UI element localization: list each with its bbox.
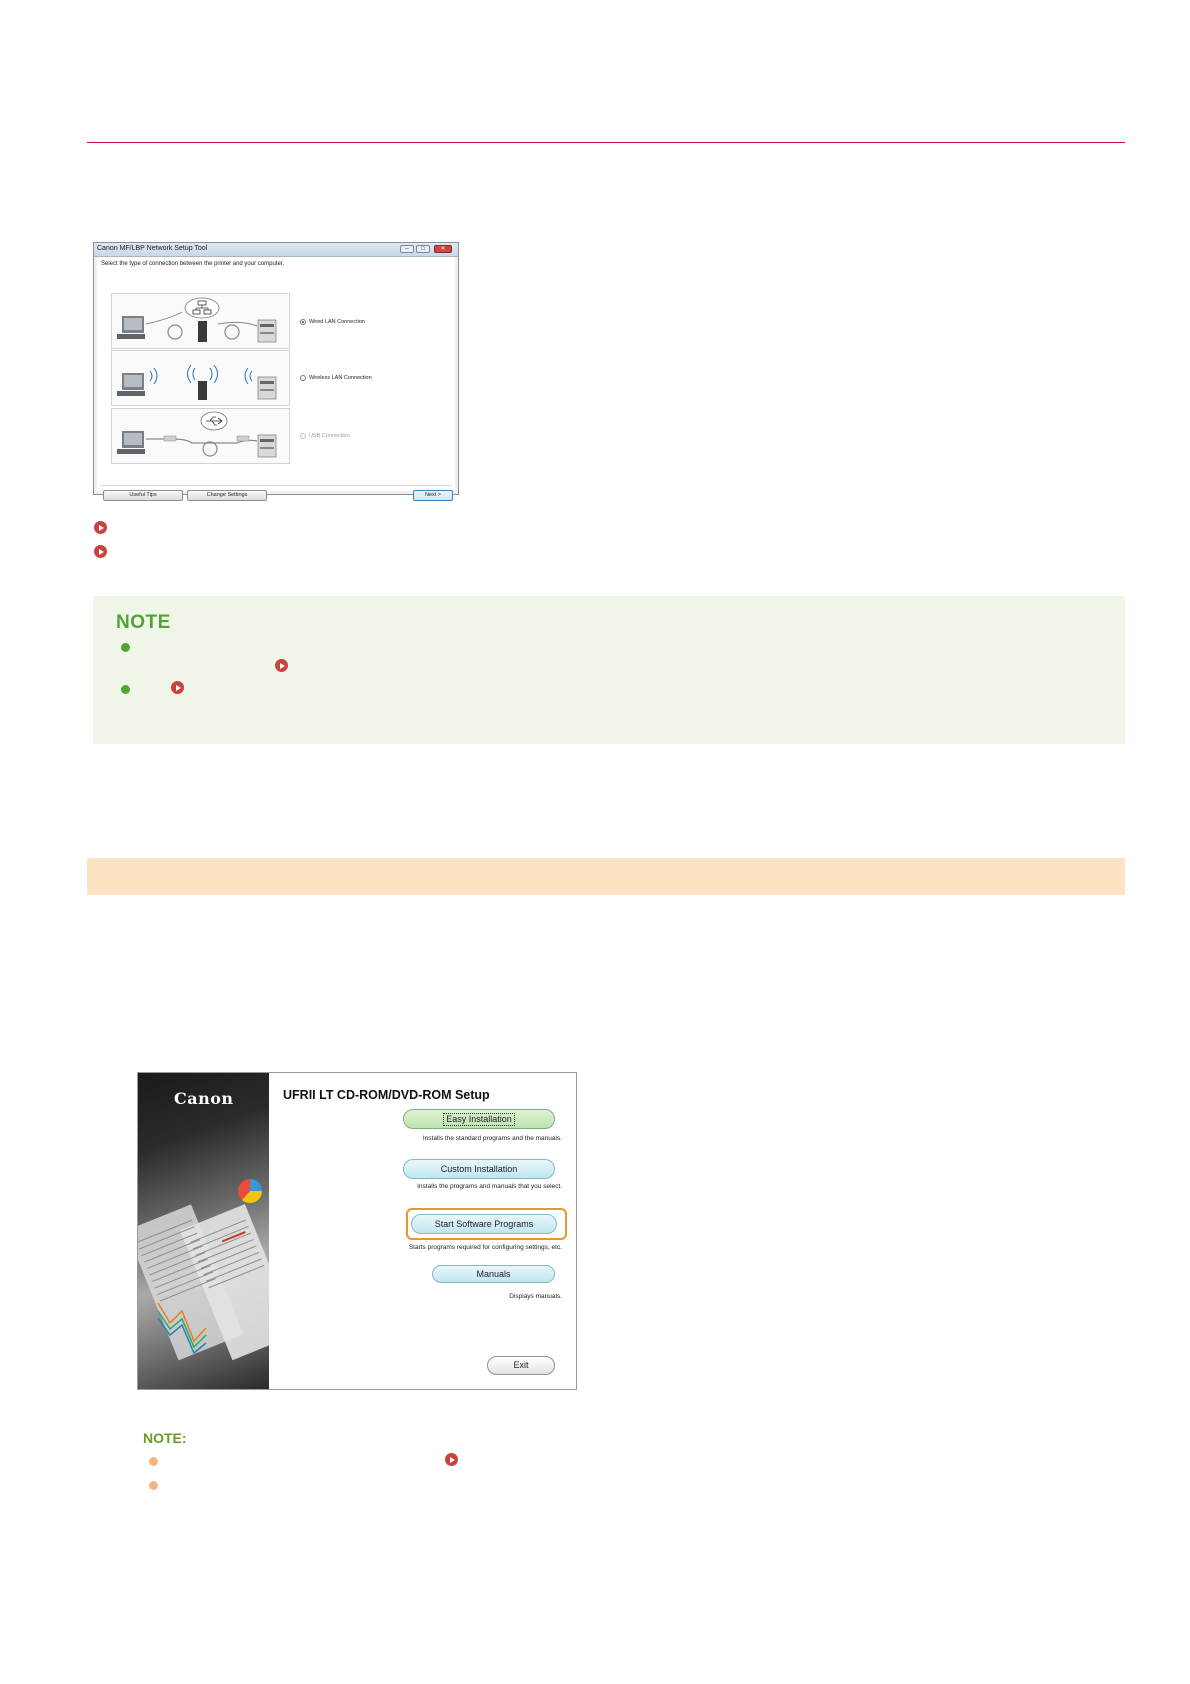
link-arrow-icon[interactable]: [171, 681, 184, 694]
dialog-titlebar: [94, 243, 458, 257]
link-arrow-icon[interactable]: [94, 545, 107, 558]
section-heading-bar: [87, 858, 1125, 895]
next-button[interactable]: Next >: [413, 490, 453, 501]
setup-title: UFRII LT CD-ROM/DVD-ROM Setup: [283, 1088, 490, 1102]
usb-illustration: [111, 408, 290, 464]
easy-installation-label: Easy Installation: [443, 1113, 515, 1126]
usb-radio: [300, 433, 306, 439]
canon-logo: Canon: [174, 1089, 234, 1108]
setup-side-image: [138, 1073, 269, 1389]
dialog-body: [97, 257, 455, 498]
setup-window: [137, 1072, 577, 1390]
start-software-programs-desc: Starts programs required for configuring settings, etc.: [408, 1244, 562, 1251]
close-icon[interactable]: ✕: [434, 245, 452, 253]
link-arrow-icon[interactable]: [275, 659, 288, 672]
bullet-icon: [121, 643, 130, 652]
wireless-lan-icon: [112, 351, 289, 405]
maximize-icon[interactable]: □: [416, 245, 430, 253]
change-settings-button[interactable]: Change Settings: [187, 490, 267, 501]
start-software-programs-button[interactable]: [411, 1214, 557, 1234]
useful-tips-button[interactable]: Useful Tips: [103, 490, 183, 501]
custom-installation-desc: Installs the programs and manuals that you select.: [417, 1183, 562, 1190]
bullet-icon: [121, 685, 130, 694]
link-arrow-icon[interactable]: [445, 1453, 458, 1466]
easy-installation-button[interactable]: [403, 1109, 555, 1129]
wired-lan-icon: [112, 294, 289, 348]
dialog-prompt: Select the type of connection between the printer and your computer.: [101, 261, 285, 267]
network-setup-dialog: [93, 242, 459, 498]
note-box: [93, 596, 1125, 744]
exit-button[interactable]: [487, 1356, 555, 1375]
header-rule: [87, 142, 1125, 143]
bullet-icon: [149, 1481, 158, 1490]
wireless-lan-illustration[interactable]: [111, 350, 290, 406]
start-software-programs-label: Start Software Programs: [434, 1219, 534, 1229]
custom-installation-button[interactable]: [403, 1159, 555, 1179]
manuals-desc: Displays manuals.: [509, 1293, 562, 1300]
custom-installation-label: Custom Installation: [440, 1164, 518, 1174]
wired-lan-illustration[interactable]: [111, 293, 290, 349]
link-arrow-icon[interactable]: [94, 521, 107, 534]
dialog-title: Canon MF/LBP Network Setup Tool: [97, 245, 208, 252]
note2-title: NOTE:: [143, 1430, 187, 1446]
easy-installation-desc: Installs the standard programs and the manuals.: [422, 1135, 562, 1142]
note-title: NOTE: [116, 612, 171, 633]
bullet-icon: [149, 1457, 158, 1466]
manuals-button[interactable]: [432, 1265, 555, 1283]
dialog-separator: [101, 485, 451, 486]
usb-label: USB Connection: [309, 433, 350, 439]
wired-lan-label[interactable]: Wired LAN Connection: [309, 319, 365, 325]
wireless-lan-label[interactable]: Wireless LAN Connection: [309, 375, 372, 381]
exit-label: Exit: [513, 1360, 529, 1370]
documents-graphic: [138, 1073, 269, 1389]
manuals-label: Manuals: [476, 1269, 511, 1279]
wired-lan-radio[interactable]: [300, 319, 306, 325]
usb-icon: [112, 409, 289, 463]
wireless-lan-radio[interactable]: [300, 375, 306, 381]
minimize-icon[interactable]: –: [400, 245, 414, 253]
